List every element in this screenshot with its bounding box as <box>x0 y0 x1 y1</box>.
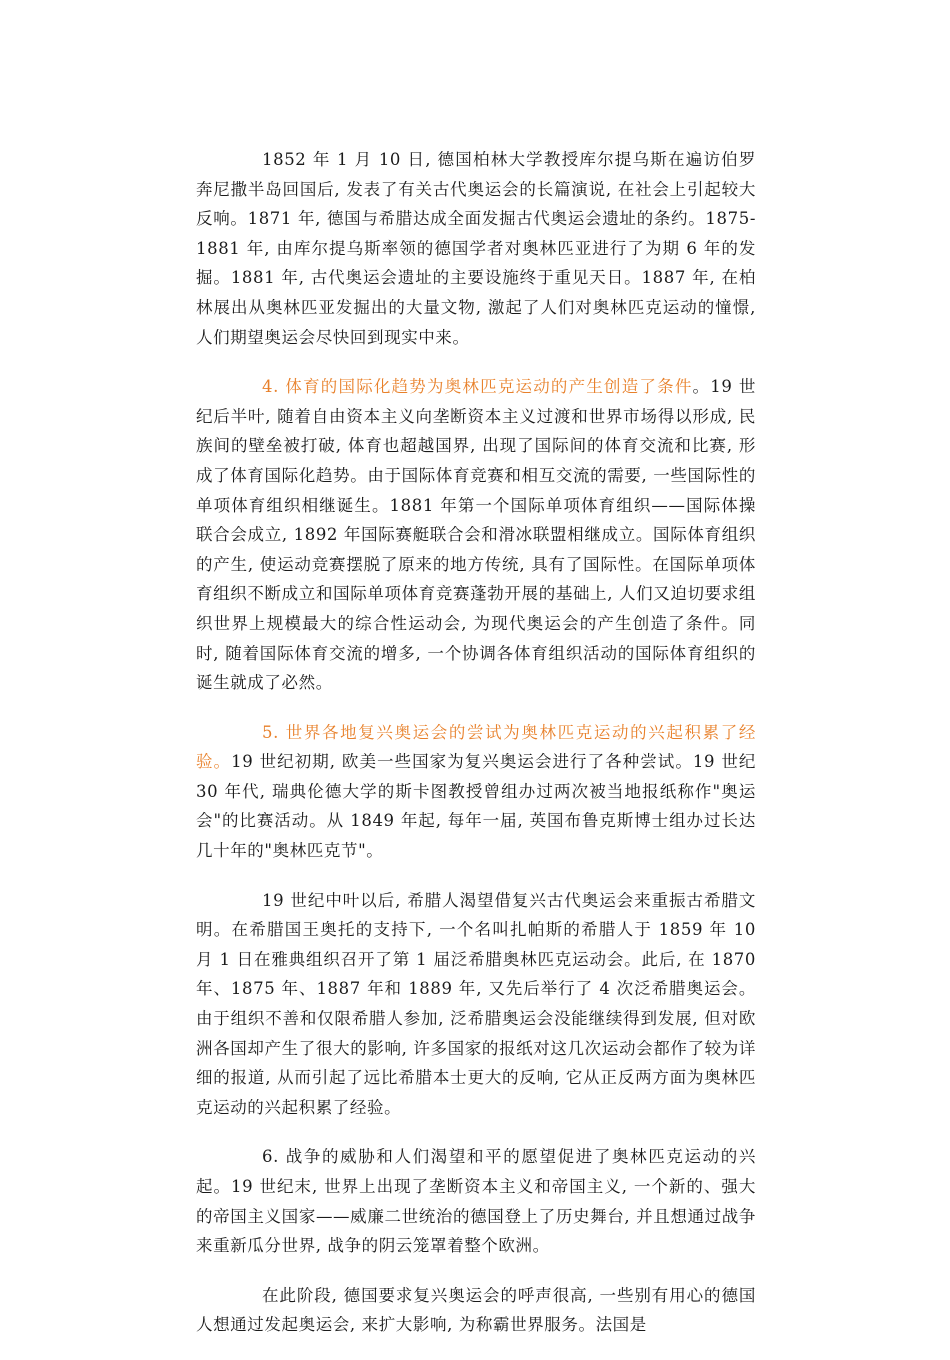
paragraph-text: 6. 战争的威胁和人们渴望和平的愿望促进了奥林匹克运动的兴起。19 世纪末, 世界上出现了垄断资本主义和帝国主义, 一个新的、强大的帝国主义国家——威廉二世统治的德国登上了历史舞台, 并且想通过战争来重新瓜分世界, 战争的阴云笼罩着整个欧洲。 <box>196 1147 756 1256</box>
paragraph-war-threat <box>196 1142 756 1260</box>
paragraph-germany <box>196 1281 756 1340</box>
paragraph-text: 19 世纪初期, 欧美一些国家为复兴奥运会进行了各种尝试。19 世纪 30 年代, 瑞典伦德大学的斯卡图教授曾组办过两次被当地报纸称作"奥运会"的比赛活动。从 1849 年起, 每年一届, 英国布鲁克斯博士组办过长达几十年的"奥林匹克节"。 <box>196 752 757 861</box>
paragraph-pan-hellenic-games <box>196 886 756 1123</box>
paragraph-text: 在此阶段, 德国要求复兴奥运会的呼声很高, 一些别有用心的德国人想通过发起奥运会, 来扩大影响, 为称霸世界服务。法国是 <box>196 1285 756 1335</box>
paragraph-excavation <box>196 145 756 352</box>
paragraph-text: 。19 世纪后半叶, 随着自由资本主义向垄断资本主义过渡和世界市场得以形成, 民族间的壁垒被打破, 体育也超越国界, 出现了国际间的体育交流和比赛, 形成了体育国际化趋势。由于国际体育竞赛和相互交流的需要, 一些国际性的单项体育组织相继诞生。1881 年第一个国际单项体育组织——国际体操联合会成立, 1892 年国际赛艇联合会和滑冰联盟相继成立。国际体育组织的产生, 使运动竞赛摆脱了原来的地方传统, 具有了国际性。在国际单项体育组织不断成立和国际单项体育竞赛蓬勃开展的基础上, 人们又迫切要求组织世界上规模最大的综合性运动会, 为现代奥运会的产生创造了条件。同时, 随着国际体育交流的增多, 一个协调各体育组织活动的国际体育组织的诞生就成了必然。 <box>196 377 756 693</box>
paragraph-text: 1852 年 1 月 10 日, 德国柏林大学教授库尔提乌斯在遍访伯罗奔尼撒半岛回国后, 发表了有关古代奥运会的长篇演说, 在社会上引起较大反响。1871 年, 德国与希腊达成全面发掘古代奥运会遗址的条约。1875-1881 年, 由库尔提乌斯率领的德国学者对奥林匹亚进行了为期 6 年的发掘。1881 年, 古代奥运会遗址的主要设施终于重见天日。1887 年, 在柏林展出从奥林匹亚发掘出的大量文物, 激起了人们对奥林匹克运动的憧憬, 人们期望奥运会尽快回到现实中来。 <box>196 150 756 347</box>
paragraph-highlight: 4. 体育的国际化趋势为奥林匹克运动的产生创造了条件 <box>262 377 693 397</box>
paragraph-internationalization <box>196 372 756 698</box>
paragraph-text: 19 世纪中叶以后, 希腊人渴望借复兴古代奥运会来重振古希腊文明。在希腊国王奥托的支持下, 一个名叫扎帕斯的希腊人于 1859 年 10 月 1 日在雅典组织召开了第 1 届泛希腊奥林匹克运动会。此后, 在 1870 年、1875 年、1887 年和 1889 年, 又先后举行了 4 次泛希腊奥运会。由于组织不善和仅限希腊人参加, 泛希腊奥运会没能继续得到发展, 但对欧洲各国却产生了很大的影响, 许多国家的报纸对这几次运动会都作了较为详细的报道, 从而引起了远比希腊本士更大的反响, 它从正反两方面为奥林匹克运动的兴起积累了经验。 <box>196 890 756 1117</box>
paragraph-revival-attempts <box>196 718 756 866</box>
document-body <box>196 145 756 1360</box>
paragraph-highlight: 5. 世界各地复兴奥运会的尝试为奥林匹克运动的兴起积累了经验。 <box>196 722 756 772</box>
